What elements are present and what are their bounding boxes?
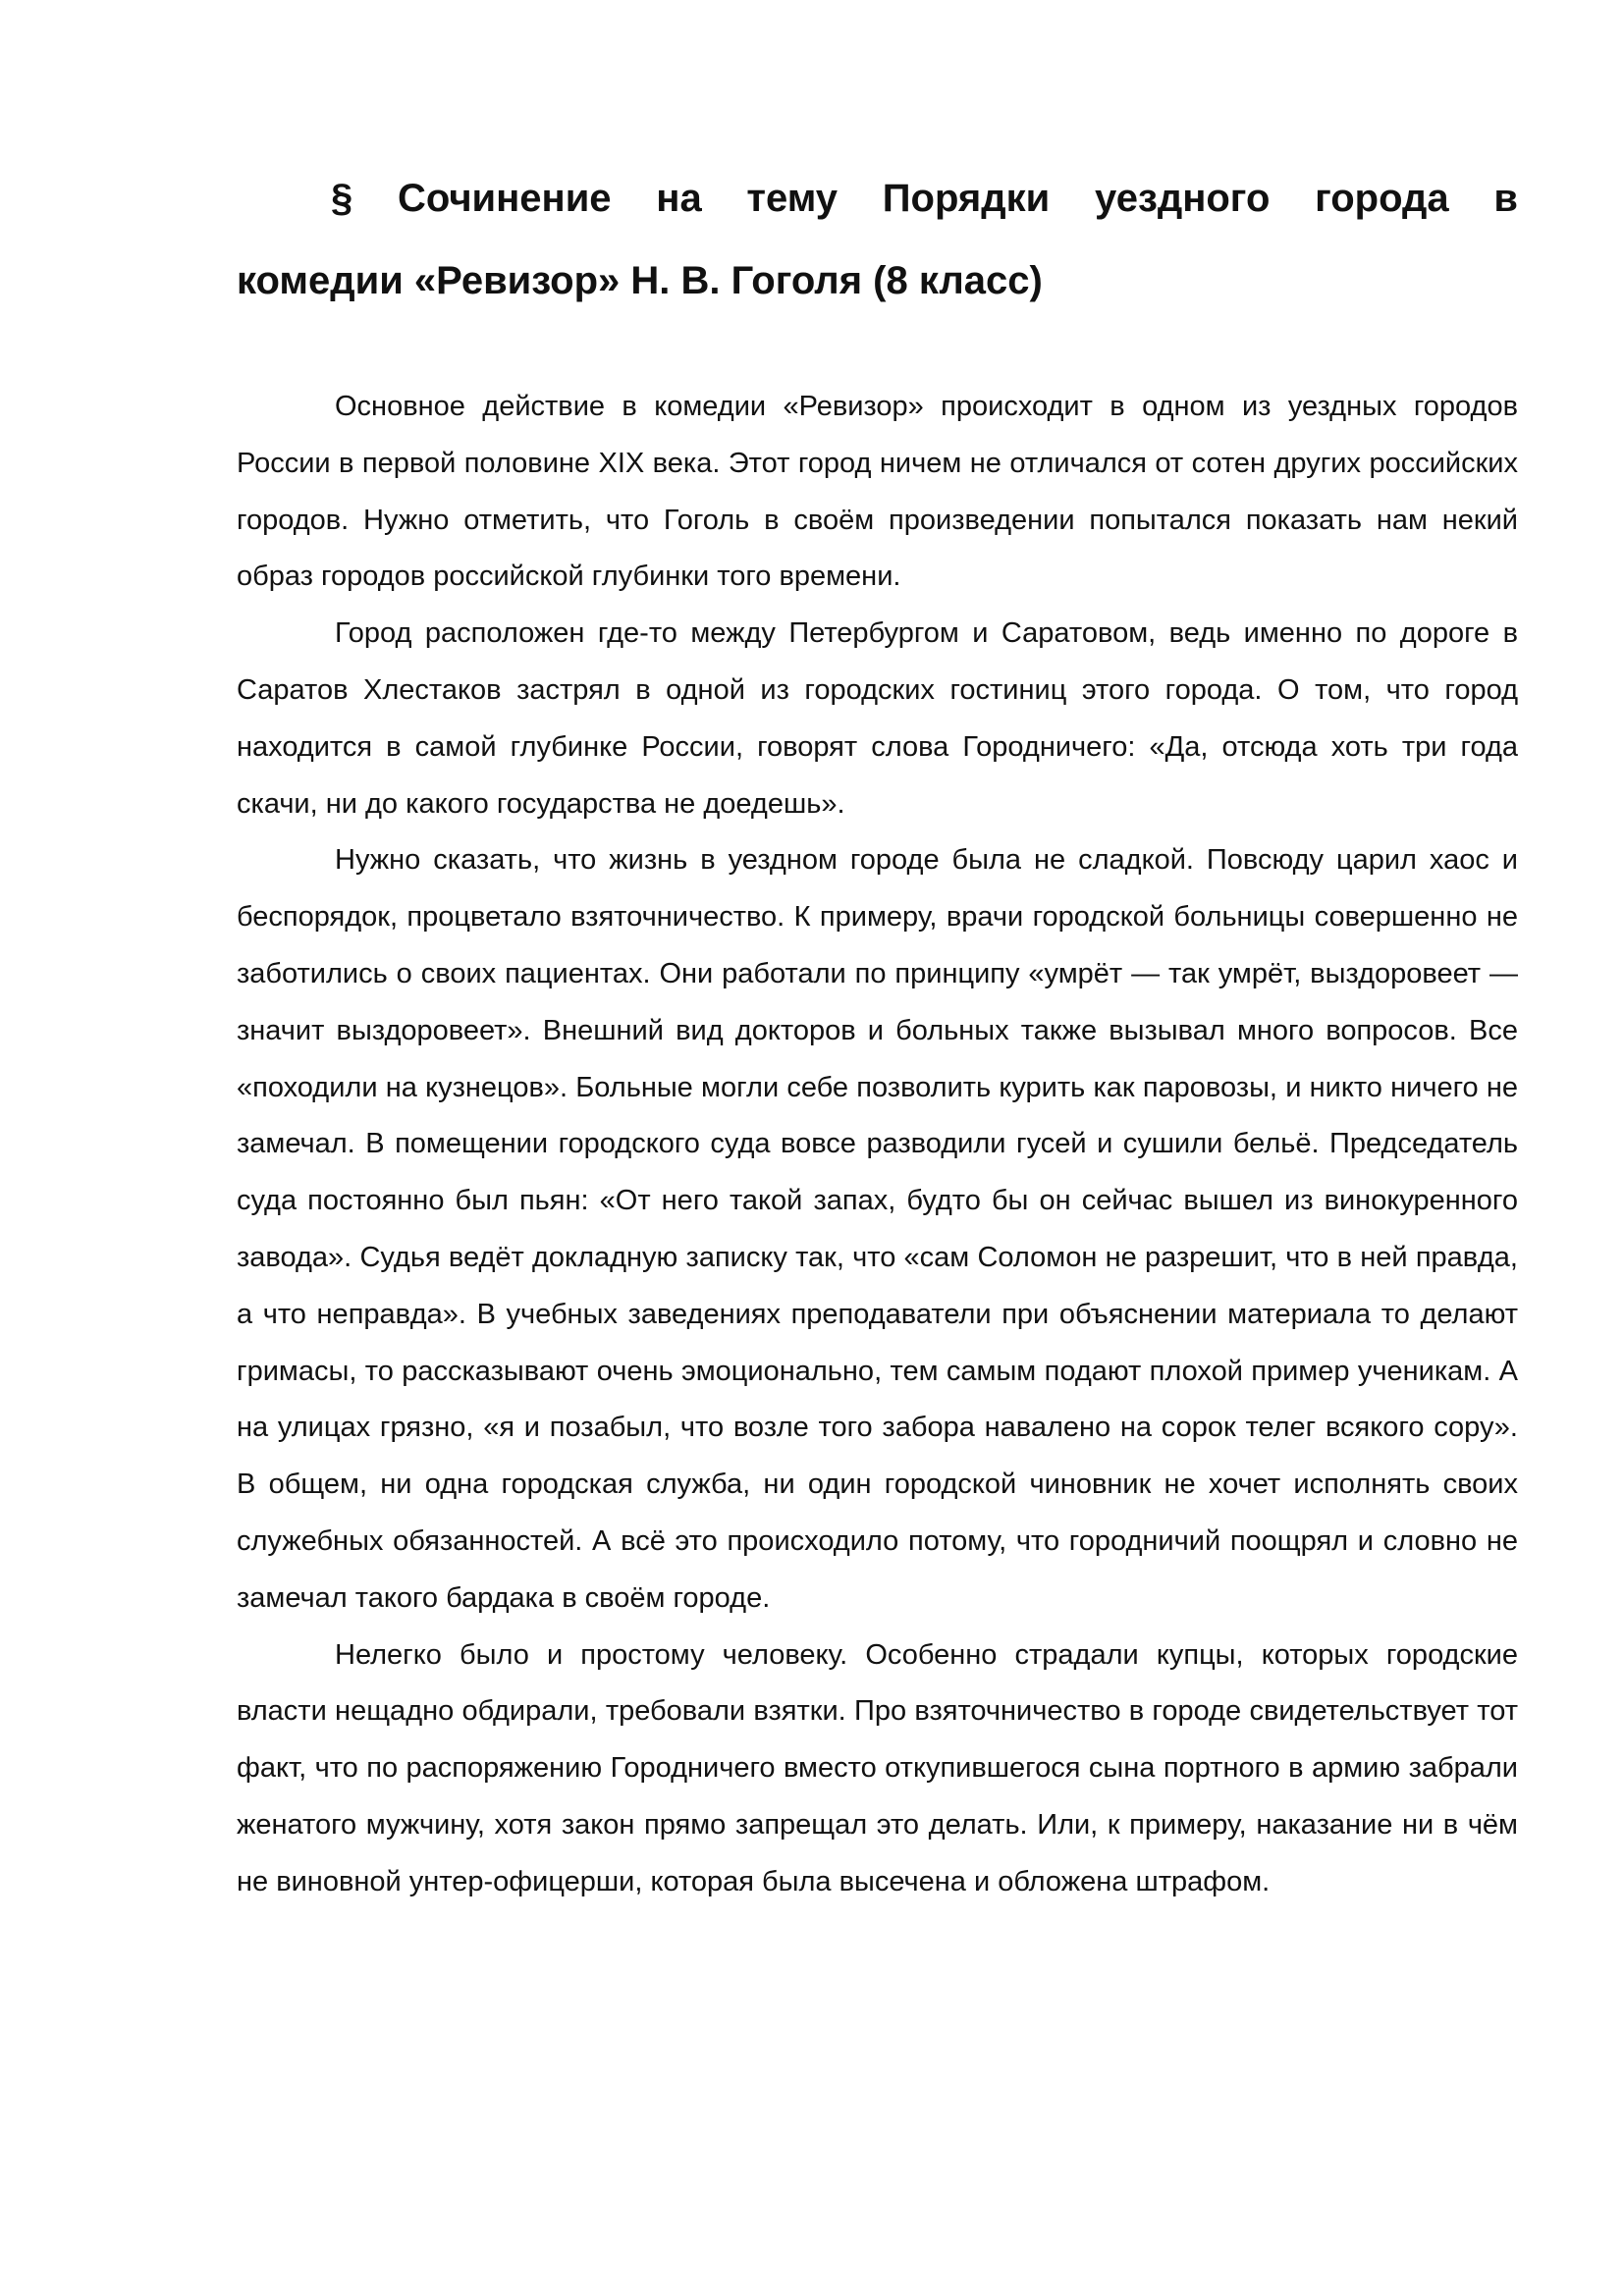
paragraph-2: Город расположен где-то между Петербургом и Саратовом, ведь именно по дороге в Саратов Хлестаков застрял в одной из городских гостиниц этого города. О том, что город находится в самой глубинке России, говорят слова Городничего: «Да, отсюда хоть три года скачи, ни до какого государства не доедешь». bbox=[237, 617, 1518, 820]
title-line-1: § Сочинение на тему Порядки уездного города в bbox=[331, 177, 1518, 220]
document-title bbox=[237, 157, 1518, 322]
paragraph-4: Нелегко было и простому человеку. Особенно страдали купцы, которых городские власти нещадно обдирали, требовали взятки. Про взяточничество в городе свидетельствует тот факт, что по распоряжению Городничего вместо откупившегося сына портного в армию забрали женатого мужчину, хотя закон прямо запрещал это делать. Или, к примеру, наказание ни в чём не виновной унтер-офицерши, которая была высечена и обложена штрафом. bbox=[237, 1638, 1518, 1897]
paragraph-3: Нужно сказать, что жизнь в уездном городе была не сладкой. Повсюду царил хаос и беспорядок, процветало взяточничество. К примеру, врачи городской больницы совершенно не заботились о своих пациентах. Они работали по принципу «умрёт — так умрёт, выздоровеет — значит выздоровеет». Внешний вид докторов и больных также вызывал много вопросов. Все «походили на кузнецов». Больные могли себе позволить курить как паровозы, и никто ничего не замечал. В помещении городского суда вовсе разводили гусей и сушили бельё. Председатель суда постоянно был пьян: «От него такой запах, будто бы он сейчас вышел из винокуренного завода». Судья ведёт докладную записку так, что «сам Соломон не разрешит, что в ней правда, а что неправда». В учебных заведениях преподаватели при объяснении материала то делают гримасы, то рассказывают очень эмоционально, тем самым подают плохой пример ученикам. А на улицах грязно, «я и позабыл, что возле того забора навалено на сорок телег всякого сору». В общем, ни одна городская служба, ни один городской чиновник не хочет исполнять своих служебных обязанностей. А всё это происходило потому, что городничий поощрял и словно не замечал такого бардака в своём городе. bbox=[237, 844, 1518, 1614]
essay-body bbox=[237, 379, 1518, 1911]
document-page bbox=[237, 157, 1518, 1911]
title-line-2: комедии «Ревизор» Н. В. Гоголя (8 класс) bbox=[237, 259, 1043, 302]
paragraph-1: Основное действие в комедии «Ревизор» происходит в одном из уездных городов России в первой половине XIX века. Этот город ничем не отличался от сотен других российских городов. Нужно отметить, что Гоголь в своём произведении попытался показать нам некий образ городов российской глубинки того времени. bbox=[237, 391, 1518, 593]
